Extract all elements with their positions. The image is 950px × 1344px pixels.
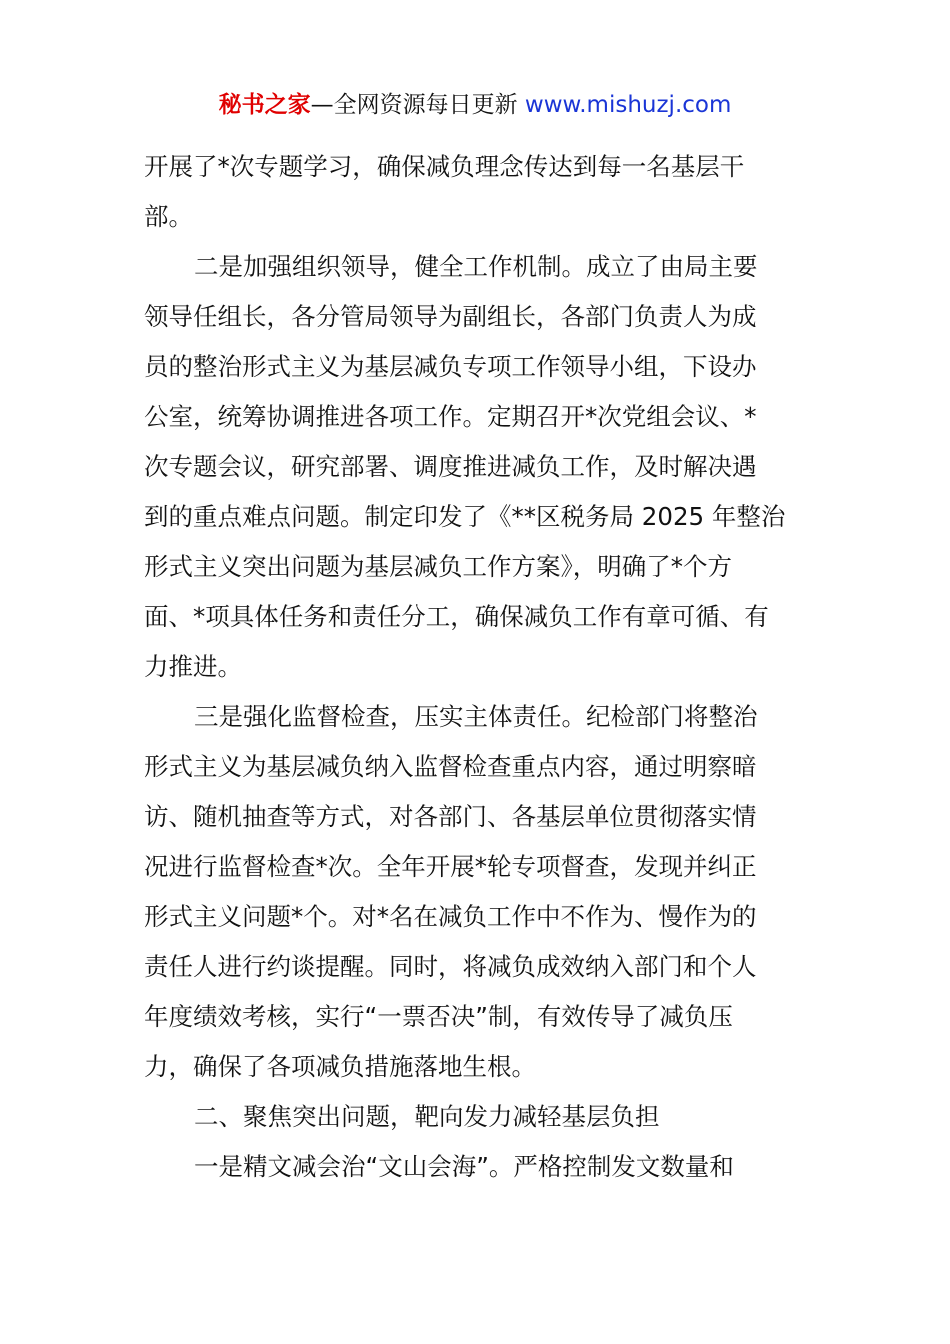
text-line: 年度绩效考核，实行“一票否决”制，有效传导了减负压 [144, 1002, 733, 1031]
text-line: 责任人进行约谈提醒。同时，将减负成效纳入部门和个人 [144, 952, 757, 981]
text-line: 一是精文减会治“文山会海”。严格控制发文数量和 [194, 1152, 734, 1181]
text-line: 形式主义问题*个。对*名在减负工作中不作为、慢作为的 [144, 902, 757, 931]
text-line: 访、随机抽查等方式，对各部门、各基层单位贯彻落实情 [144, 802, 757, 831]
site-url-link[interactable]: www.mishuzj.com [524, 92, 732, 118]
text-line: 面、*项具体任务和责任分工，确保减负工作有章可循、有 [144, 602, 769, 631]
text-line: 公室，统筹协调推进各项工作。定期召开*次党组会议、* [144, 402, 757, 431]
text-line: 领导任组长，各分管局领导为副组长，各部门负责人为成 [144, 302, 757, 331]
brand-name: 秘书之家 [218, 92, 311, 118]
text-line: 力，确保了各项减负措施落地生根。 [144, 1052, 536, 1081]
text-line: 三是强化监督检查，压实主体责任。纪检部门将整治 [194, 702, 758, 731]
text-line: 次专题会议，研究部署、调度推进减负工作，及时解决遇 [144, 452, 757, 481]
text-line: 力推进。 [144, 652, 242, 681]
text-line: 二、聚焦突出问题，靶向发力减轻基层负担 [194, 1102, 660, 1131]
site-header [0, 88, 950, 122]
text-line: 开展了*次专题学习，确保减负理念传达到每一名基层干 [144, 152, 745, 181]
text-line: 员的整治形式主义为基层减负专项工作领导小组，下设办 [144, 352, 757, 381]
text-line: 到的重点难点问题。制定印发了《**区税务局 2025 年整治 [144, 502, 786, 531]
text-line: 况进行监督检查*次。全年开展*轮专项督查，发现并纠正 [144, 852, 757, 881]
text-line: 二是加强组织领导，健全工作机制。成立了由局主要 [194, 252, 758, 281]
text-line: 部。 [144, 202, 193, 231]
document-body [144, 142, 824, 1192]
text-line: 形式主义为基层减负纳入监督检查重点内容，通过明察暗 [144, 752, 757, 781]
header-tagline: —全网资源每日更新 [310, 92, 525, 118]
text-line: 形式主义突出问题为基层减负工作方案》，明确了*个方 [144, 552, 732, 581]
